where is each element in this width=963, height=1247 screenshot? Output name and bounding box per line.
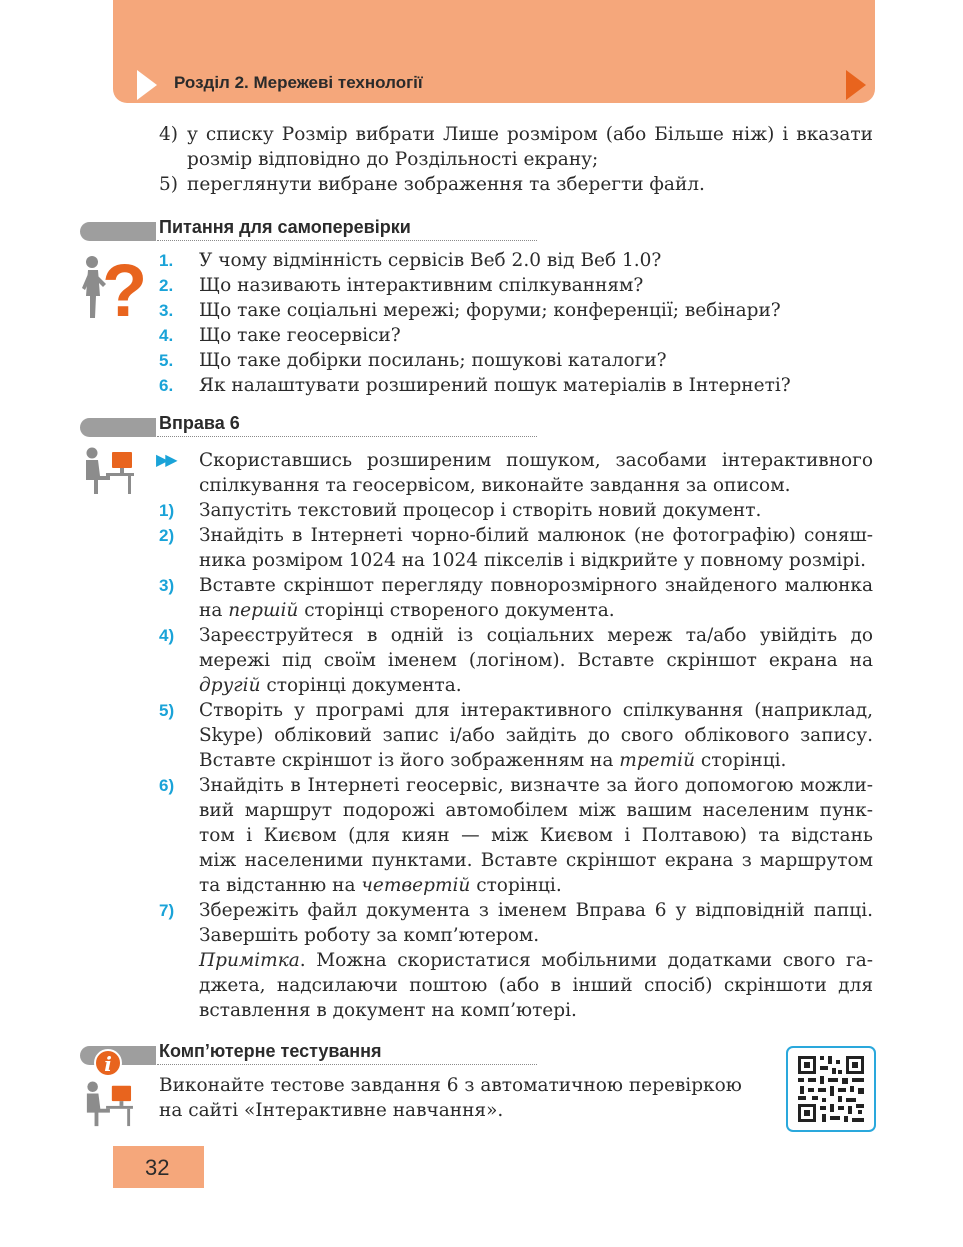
exercise-step-line: на першій сторінці створеного документа.	[199, 600, 615, 621]
exercise-step-line: другій сторінці документа.	[199, 675, 462, 696]
section-bar	[80, 222, 156, 241]
exercise-step-line: мережі під своїм іменем (логіном). Вставте скріншот екрана на	[199, 650, 873, 671]
exercise-step-line: Примітка. Можна скористатися мобільними додатками свого га-	[199, 950, 873, 971]
section-rule	[157, 240, 537, 241]
question-number: 4.	[159, 326, 174, 345]
computer-user-icon	[82, 446, 134, 496]
exercise-step-line: Збережіть файл документа з іменем Вправа 6 у відповідній папці.	[199, 900, 873, 921]
question-number: 5.	[159, 351, 174, 370]
testing-title: Комп’ютерне тестування	[159, 1041, 382, 1061]
exercise-intro-marker-icon: ▶▶	[156, 452, 175, 469]
qr-code-graphic	[788, 1048, 874, 1130]
exercise-intro-line: спілкування та геосервісом, виконайте завдання за описом.	[199, 475, 791, 496]
exercise-step-line: Skype) обліковий запис і/або зайдіть до свого облікового запису.	[199, 725, 873, 746]
exercise-step-text	[199, 498, 873, 523]
exercise-step-number: 4)	[159, 626, 175, 645]
intro-step-number: 4)	[159, 124, 178, 145]
chapter-title: Розділ 2. Мережеві технології	[174, 73, 423, 92]
qr-code-icon[interactable]	[786, 1046, 876, 1132]
exercise-step-text	[199, 623, 873, 698]
exercise-step-line: ника розміром 1024 на 1024 пікселів і відкрийте у повному розмірі.	[199, 550, 866, 571]
exercise-step-line: вставлення в документ на комп’ютері.	[199, 1000, 577, 1021]
svg-text:i: i	[104, 1052, 112, 1076]
svg-text:?: ?	[102, 249, 148, 332]
exercise-step-number: 3)	[159, 576, 175, 595]
exercise-step-text	[199, 898, 873, 1023]
question-number: 1.	[159, 251, 174, 270]
intro-step-line: переглянути вибране зображення та зберегти файл.	[187, 174, 705, 195]
exercise-step-line: між населеними пунктами. Вставте скріншот екрана з маршрутом	[199, 850, 873, 871]
question-text: Що таке добірки посилань; пошукові каталоги?	[199, 350, 667, 371]
chapter-left-arrow-icon	[137, 70, 157, 100]
question-person-icon	[78, 248, 148, 332]
question-number: 6.	[159, 376, 174, 395]
exercise-step-number: 5)	[159, 701, 175, 720]
question-text: Що називають інтерактивним спілкуванням?	[199, 275, 644, 296]
question-number: 3.	[159, 301, 174, 320]
question-text: Що таке геосервіси?	[199, 325, 401, 346]
exercise-step-line: Вставте скріншот із його зображенням на третій сторінці.	[199, 750, 787, 771]
page-number: 32	[145, 1155, 170, 1180]
testing-text-line: Виконайте тестове завдання 6 з автоматичною перевіркою	[159, 1075, 742, 1096]
exercise-step-line: джета, надсилаючи поштою (або в інший спосіб) скріншоти для	[199, 975, 873, 996]
exercise-intro	[199, 448, 873, 498]
exercise-title: Вправа 6	[159, 413, 240, 433]
question-text: У чому відмінність сервісів Веб 2.0 від Веб 1.0?	[199, 250, 662, 271]
exercise-step-line: вий маршрут подорожі автомобілем між вашим населеним пунк-	[199, 800, 873, 821]
question-number: 2.	[159, 276, 174, 295]
exercise-step-text	[199, 523, 873, 573]
exercise-step-line: Зареєструйтеся в одній із соціальних мереж та/або увійдіть до	[199, 625, 873, 646]
exercise-step-line: Завершіть роботу за комп’ютером.	[199, 925, 540, 946]
self-check-title: Питання для самоперевірки	[159, 217, 411, 237]
exercise-step-line: Створіть у програмі для інтерактивного спілкування (наприклад,	[199, 700, 873, 721]
question-text: Що таке соціальні мережі; форуми; конференції; вебінари?	[199, 300, 781, 321]
exercise-step-line: Знайдіть в Інтернеті чорно-білий малюнок (не фотографію) соняш-	[199, 525, 873, 546]
section-bar	[80, 418, 156, 437]
intro-step-line: розмір відповідно до Роздільності екрану;	[187, 149, 599, 170]
chapter-right-arrow-icon	[846, 70, 866, 100]
info-icon	[93, 1048, 123, 1078]
exercise-step-text	[199, 573, 873, 623]
exercise-step-number: 6)	[159, 776, 175, 795]
exercise-step-number: 1)	[159, 501, 175, 520]
exercise-step-number: 2)	[159, 526, 175, 545]
exercise-step-line: Знайдіть в Інтернеті геосервіс, визначте за його допомогою можли-	[199, 775, 873, 796]
exercise-step-number: 7)	[159, 901, 175, 920]
exercise-step-line: том і Києвом (для киян — між Києвом і Полтавою) та відстань	[199, 825, 873, 846]
computer-user-icon	[82, 1080, 134, 1128]
exercise-intro-line: Скориставшись розширеним пошуком, засобами інтерактивного	[199, 450, 873, 471]
exercise-step-line: Вставте скріншот перегляду повнорозмірного знайденого малюнка	[199, 575, 873, 596]
testing-text-line: на сайті «Інтерактивне навчання».	[159, 1100, 504, 1121]
exercise-step-line: Запустіть текстовий процесор і створіть новий документ.	[199, 500, 762, 521]
section-rule	[157, 1064, 537, 1065]
exercise-step-text	[199, 773, 873, 898]
intro-step-number: 5)	[159, 174, 178, 195]
exercise-step-text	[199, 698, 873, 773]
question-text: Як налаштувати розширений пошук матеріалів в Інтернеті?	[199, 375, 791, 396]
intro-step-line: у списку Розмір вибрати Лише розміром (або Більше ніж) і вказати	[187, 124, 873, 145]
section-rule	[157, 436, 537, 437]
exercise-step-line: та відстанню на четвертій сторінці.	[199, 875, 562, 896]
